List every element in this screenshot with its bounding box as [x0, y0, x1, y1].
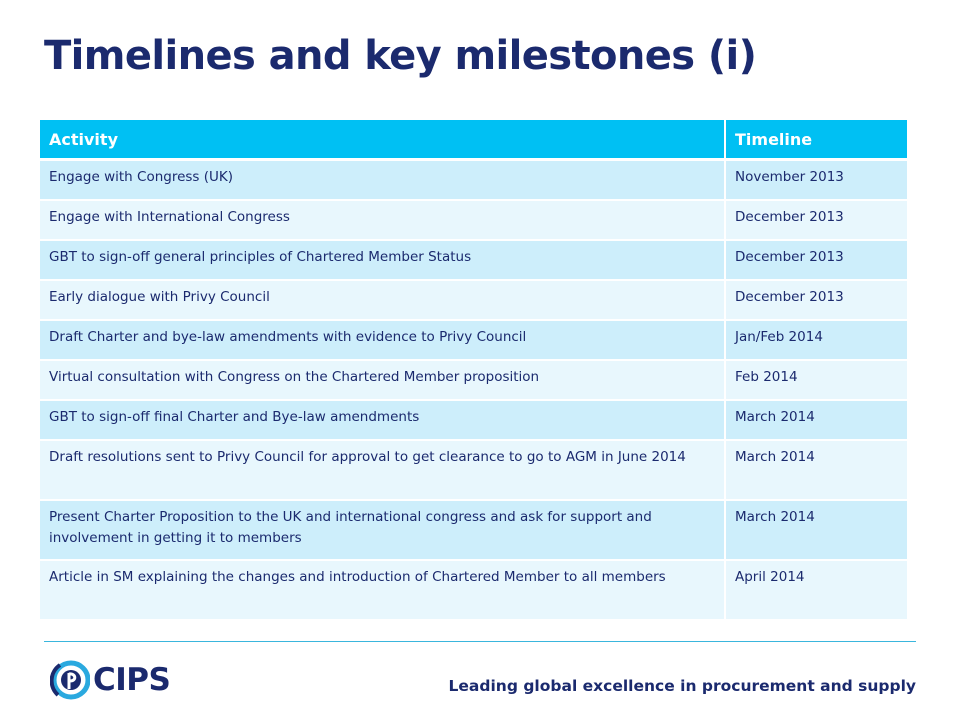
timeline-cell: December 2013 — [725, 200, 908, 240]
activity-cell: Present Charter Proposition to the UK and international congress and ask for support and involvement in getting it to members — [40, 500, 725, 560]
timeline-cell: December 2013 — [725, 240, 908, 280]
table-row — [40, 320, 908, 360]
activity-cell: Engage with International Congress — [40, 200, 725, 240]
logo-wordmark: CIPS — [93, 662, 171, 698]
activity-cell: Draft Charter and bye-law amendments with evidence to Privy Council — [40, 320, 725, 360]
header-activity: Activity — [40, 120, 725, 160]
timeline-cell: April 2014 — [725, 560, 908, 620]
milestones-table — [40, 120, 909, 621]
cips-logo-icon — [50, 659, 90, 701]
activity-cell: Engage with Congress (UK) — [40, 160, 725, 201]
footer-divider — [44, 641, 916, 642]
timeline-cell: March 2014 — [725, 440, 908, 500]
timeline-cell: Feb 2014 — [725, 360, 908, 400]
timeline-cell: November 2013 — [725, 160, 908, 201]
cips-logo — [50, 657, 170, 703]
activity-cell: Draft resolutions sent to Privy Council for approval to get clearance to go to AGM in June 2014 — [40, 440, 725, 500]
activity-cell: Article in SM explaining the changes and introduction of Chartered Member to all members — [40, 560, 725, 620]
table-row — [40, 500, 908, 560]
table-header-row — [40, 120, 908, 160]
table-row — [40, 440, 908, 500]
table-row — [40, 200, 908, 240]
table-row — [40, 400, 908, 440]
timeline-cell: March 2014 — [725, 500, 908, 560]
timeline-cell: March 2014 — [725, 400, 908, 440]
table-row — [40, 160, 908, 201]
activity-cell: Virtual consultation with Congress on the Chartered Member proposition — [40, 360, 725, 400]
slide-title: Timelines and key milestones (i) — [44, 33, 757, 79]
table-row — [40, 280, 908, 320]
table-row — [40, 360, 908, 400]
activity-cell: GBT to sign-off general principles of Chartered Member Status — [40, 240, 725, 280]
table-row — [40, 240, 908, 280]
activity-cell: Early dialogue with Privy Council — [40, 280, 725, 320]
footer-tagline: Leading global excellence in procurement and supply — [448, 677, 916, 695]
table-row — [40, 560, 908, 620]
timeline-cell: Jan/Feb 2014 — [725, 320, 908, 360]
header-timeline: Timeline — [725, 120, 908, 160]
activity-cell: GBT to sign-off final Charter and Bye-law amendments — [40, 400, 725, 440]
timeline-cell: December 2013 — [725, 280, 908, 320]
